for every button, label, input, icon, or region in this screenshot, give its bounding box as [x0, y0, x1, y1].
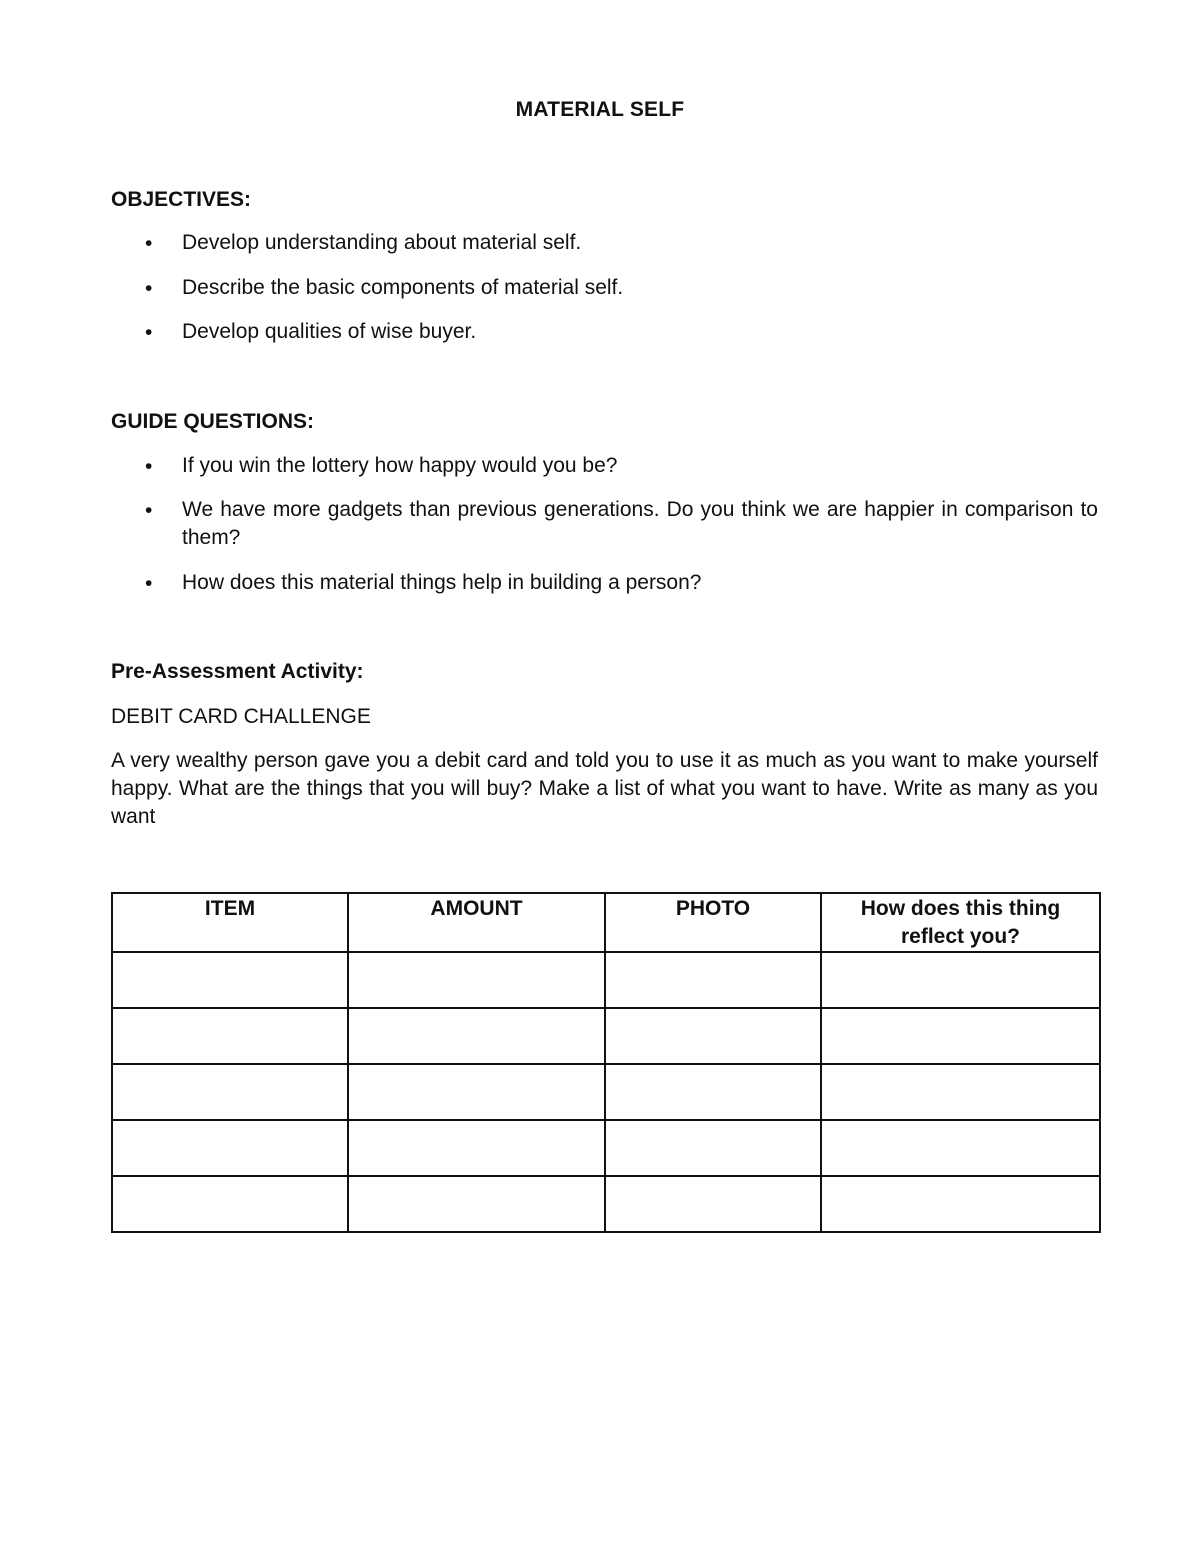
objective-item: Develop qualities of wise buyer.	[182, 320, 477, 343]
table-cell[interactable]	[605, 1008, 821, 1064]
guide-questions-heading: GUIDE QUESTIONS:	[111, 410, 315, 433]
table-cell[interactable]	[348, 952, 605, 1008]
guide-question-item: How does this material things help in building a person?	[182, 571, 702, 594]
table-row	[112, 1008, 1100, 1064]
bullet-marker: •	[145, 499, 153, 522]
column-header-photo: PHOTO	[605, 893, 821, 952]
objective-item: Develop understanding about material self.	[182, 231, 582, 254]
table-cell[interactable]	[112, 1176, 348, 1232]
bullet-marker: •	[145, 277, 153, 300]
table-cell[interactable]	[821, 1008, 1100, 1064]
table-cell[interactable]	[348, 1064, 605, 1120]
column-header-amount: AMOUNT	[348, 893, 605, 952]
table-row	[112, 1120, 1100, 1176]
objectives-heading: OBJECTIVES:	[111, 188, 252, 211]
table-cell[interactable]	[605, 1120, 821, 1176]
table-cell[interactable]	[605, 1176, 821, 1232]
table-cell[interactable]	[348, 1008, 605, 1064]
table-cell[interactable]	[112, 952, 348, 1008]
table-row	[112, 952, 1100, 1008]
table-cell[interactable]	[821, 1120, 1100, 1176]
debit-card-table	[111, 892, 1101, 1233]
bullet-marker: •	[145, 455, 153, 478]
bullet-marker: •	[145, 321, 153, 344]
table-row	[112, 1176, 1100, 1232]
guide-question-item: We have more gadgets than previous generations. Do you think we are happier in comparison to them?	[182, 498, 1098, 549]
table-cell[interactable]	[112, 1064, 348, 1120]
objective-item: Describe the basic components of material self.	[182, 276, 624, 299]
table-cell[interactable]	[112, 1008, 348, 1064]
table-cell[interactable]	[348, 1176, 605, 1232]
bullet-marker: •	[145, 572, 153, 595]
bullet-marker: •	[145, 232, 153, 255]
table-header-row	[112, 893, 1100, 952]
table-cell[interactable]	[821, 952, 1100, 1008]
activity-subtitle: DEBIT CARD CHALLENGE	[111, 705, 371, 728]
table-cell[interactable]	[821, 1176, 1100, 1232]
column-header-item: ITEM	[112, 893, 348, 952]
table-row	[112, 1064, 1100, 1120]
guide-question-item: If you win the lottery how happy would you be?	[182, 454, 618, 477]
activity-heading: Pre-Assessment Activity:	[111, 660, 364, 683]
table-cell[interactable]	[112, 1120, 348, 1176]
activity-instructions: A very wealthy person gave you a debit card and told you to use it as much as you want to make yourself happy. What are the things that you will buy? Make a list of what you want to have. Write as many as you want	[111, 749, 1098, 828]
table-cell[interactable]	[605, 952, 821, 1008]
column-header-reflection: How does this thing reflect you?	[821, 893, 1100, 952]
table-cell[interactable]	[348, 1120, 605, 1176]
table-cell[interactable]	[605, 1064, 821, 1120]
table-cell[interactable]	[821, 1064, 1100, 1120]
page-title: MATERIAL SELF	[515, 98, 685, 121]
